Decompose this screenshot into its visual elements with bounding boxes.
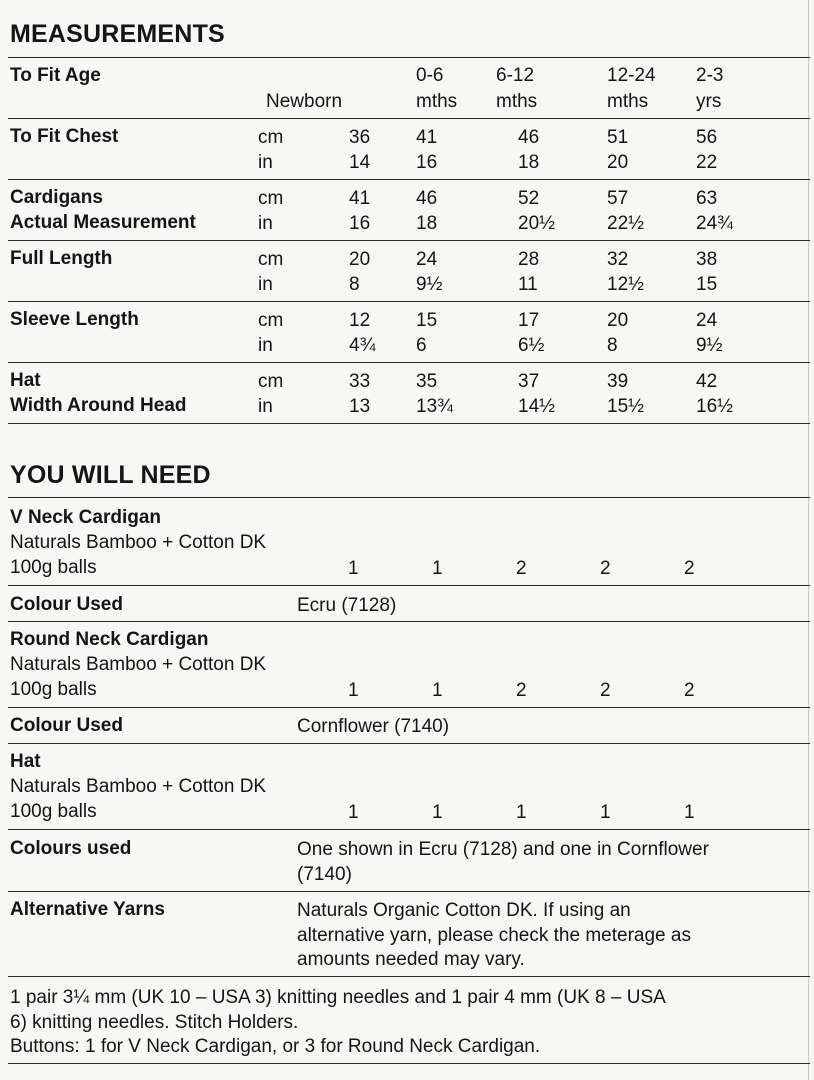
value-cell: 20	[607, 152, 629, 173]
balls-count: 1	[432, 802, 443, 823]
rule-top	[8, 57, 810, 58]
alternative-yarns-line-2: alternative yarn, please check the meterage as	[297, 925, 691, 946]
age-col-3-line-2: mths	[607, 91, 649, 112]
value-cell: 9½	[696, 335, 723, 356]
age-col-1-line-1: 0-6	[416, 65, 444, 86]
v-neck-yarn: Naturals Bamboo + Cotton DK	[10, 532, 267, 553]
value-cell: 46	[416, 188, 438, 209]
measurements-heading: MEASUREMENTS	[10, 20, 225, 48]
value-cell: 9½	[416, 274, 443, 295]
unit-cm: cm	[258, 249, 284, 270]
row-label: Hat	[10, 370, 41, 391]
row-divider	[8, 240, 810, 241]
value-cell: 42	[696, 371, 718, 392]
value-cell: 6½	[518, 335, 545, 356]
value-cell: 20½	[518, 213, 555, 234]
round-neck-colour-label: Colour Used	[10, 715, 123, 736]
value-cell: 16	[349, 213, 371, 234]
row-divider	[8, 423, 810, 424]
value-cell: 35	[416, 371, 438, 392]
value-cell: 6	[416, 335, 427, 356]
value-cell: 18	[416, 213, 438, 234]
balls-count: 1	[432, 680, 443, 701]
value-cell: 51	[607, 127, 629, 148]
v-neck-colour-label: Colour Used	[10, 594, 123, 615]
balls-count: 2	[684, 680, 695, 701]
v-neck-balls-label: 100g balls	[10, 557, 97, 578]
row-label: Full Length	[10, 248, 113, 269]
round-neck-title: Round Neck Cardigan	[10, 629, 209, 650]
row-label-line-2: Actual Measurement	[10, 212, 196, 233]
hat-yarn: Naturals Bamboo + Cotton DK	[10, 776, 267, 797]
balls-count: 2	[516, 680, 527, 701]
value-cell: 13	[349, 396, 371, 417]
row-divider	[8, 707, 810, 708]
value-cell: 41	[416, 127, 438, 148]
value-cell: 46	[518, 127, 540, 148]
row-label: To Fit Chest	[10, 126, 119, 147]
value-cell: 20	[349, 249, 371, 270]
value-cell: 57	[607, 188, 629, 209]
unit-cm: cm	[258, 127, 284, 148]
value-cell: 38	[696, 249, 718, 270]
value-cell: 8	[607, 335, 618, 356]
unit-in: in	[258, 396, 273, 417]
colours-used-line-2: (7140)	[297, 864, 352, 885]
balls-count: 1	[348, 558, 359, 579]
balls-count: 2	[600, 558, 611, 579]
value-cell: 18	[518, 152, 540, 173]
value-cell: 28	[518, 249, 540, 270]
row-divider	[8, 585, 810, 586]
value-cell: 20	[607, 310, 629, 331]
unit-cm: cm	[258, 371, 284, 392]
value-cell: 33	[349, 371, 371, 392]
row-divider	[8, 179, 810, 180]
unit-in: in	[258, 152, 273, 173]
balls-count: 1	[600, 802, 611, 823]
row-divider	[8, 301, 810, 302]
value-cell: 24	[696, 310, 718, 331]
value-cell: 15	[696, 274, 718, 295]
balls-count: 1	[348, 802, 359, 823]
rule-bottom	[8, 1063, 810, 1064]
value-cell: 36	[349, 127, 371, 148]
hat-balls-label: 100g balls	[10, 801, 97, 822]
value-cell: 11	[518, 274, 538, 295]
page-edge-line	[808, 0, 809, 1080]
row-divider	[8, 891, 810, 892]
value-cell: 22½	[607, 213, 644, 234]
value-cell: 12	[349, 310, 371, 331]
row-label: Sleeve Length	[10, 309, 139, 330]
balls-count: 2	[516, 558, 527, 579]
v-neck-colour: Ecru (7128)	[297, 595, 397, 616]
value-cell: 15	[416, 310, 438, 331]
round-neck-balls-label: 100g balls	[10, 679, 97, 700]
notes-line-2: 6) knitting needles. Stitch Holders.	[10, 1012, 299, 1033]
unit-in: in	[258, 335, 273, 356]
unit-cm: cm	[258, 188, 284, 209]
rule-need-top	[8, 497, 810, 498]
balls-count: 1	[432, 558, 443, 579]
to-fit-age-label: To Fit Age	[10, 65, 101, 86]
notes-line-1: 1 pair 3¼ mm (UK 10 – USA 3) knitting needles and 1 pair 4 mm (UK 8 – USA	[10, 987, 666, 1008]
age-col-4-line-2: yrs	[696, 91, 722, 112]
value-cell: 39	[607, 371, 629, 392]
round-neck-colour: Cornflower (7140)	[297, 716, 450, 737]
value-cell: 12½	[607, 274, 644, 295]
balls-count: 2	[684, 558, 695, 579]
alternative-yarns-line-1: Naturals Organic Cotton DK. If using an	[297, 900, 631, 921]
value-cell: 4¾	[349, 335, 376, 356]
value-cell: 32	[607, 249, 629, 270]
round-neck-yarn: Naturals Bamboo + Cotton DK	[10, 654, 267, 675]
balls-count: 1	[348, 680, 359, 701]
unit-in: in	[258, 213, 273, 234]
value-cell: 56	[696, 127, 718, 148]
row-label-line-2: Width Around Head	[10, 395, 187, 416]
value-cell: 16	[416, 152, 438, 173]
value-cell: 37	[518, 371, 540, 392]
row-divider	[8, 829, 810, 830]
value-cell: 13¾	[416, 396, 453, 417]
value-cell: 24¾	[696, 213, 733, 234]
notes-line-3: Buttons: 1 for V Neck Cardigan, or 3 for Round Neck Cardigan.	[10, 1036, 541, 1057]
alternative-yarns-label: Alternative Yarns	[10, 899, 165, 920]
age-col-2-line-2: mths	[496, 91, 538, 112]
value-cell: 14½	[518, 396, 555, 417]
row-divider	[8, 362, 810, 363]
value-cell: 52	[518, 188, 540, 209]
row-divider	[8, 976, 810, 977]
age-col-2-line-1: 6-12	[496, 65, 535, 86]
value-cell: 63	[696, 188, 718, 209]
age-newborn: Newborn	[266, 91, 343, 112]
value-cell: 24	[416, 249, 438, 270]
row-divider	[8, 743, 810, 744]
colours-used-line-1: One shown in Ecru (7128) and one in Cornflower	[297, 839, 709, 860]
unit-in: in	[258, 274, 273, 295]
v-neck-title: V Neck Cardigan	[10, 507, 161, 528]
row-label: Cardigans	[10, 187, 103, 208]
value-cell: 14	[349, 152, 371, 173]
colours-used-label: Colours used	[10, 838, 132, 859]
age-col-3-line-1: 12-24	[607, 65, 656, 86]
value-cell: 41	[349, 188, 371, 209]
age-col-1-line-2: mths	[416, 91, 458, 112]
alternative-yarns-line-3: amounts needed may vary.	[297, 949, 525, 970]
value-cell: 17	[518, 310, 540, 331]
you-will-need-heading: YOU WILL NEED	[10, 461, 211, 489]
balls-count: 2	[600, 680, 611, 701]
value-cell: 22	[696, 152, 718, 173]
value-cell: 15½	[607, 396, 644, 417]
hat-title: Hat	[10, 751, 41, 772]
row-divider	[8, 621, 810, 622]
unit-cm: cm	[258, 310, 284, 331]
balls-count: 1	[516, 802, 527, 823]
value-cell: 8	[349, 274, 360, 295]
balls-count: 1	[684, 802, 695, 823]
rule-age	[8, 118, 810, 119]
value-cell: 16½	[696, 396, 733, 417]
age-col-4-line-1: 2-3	[696, 65, 724, 86]
